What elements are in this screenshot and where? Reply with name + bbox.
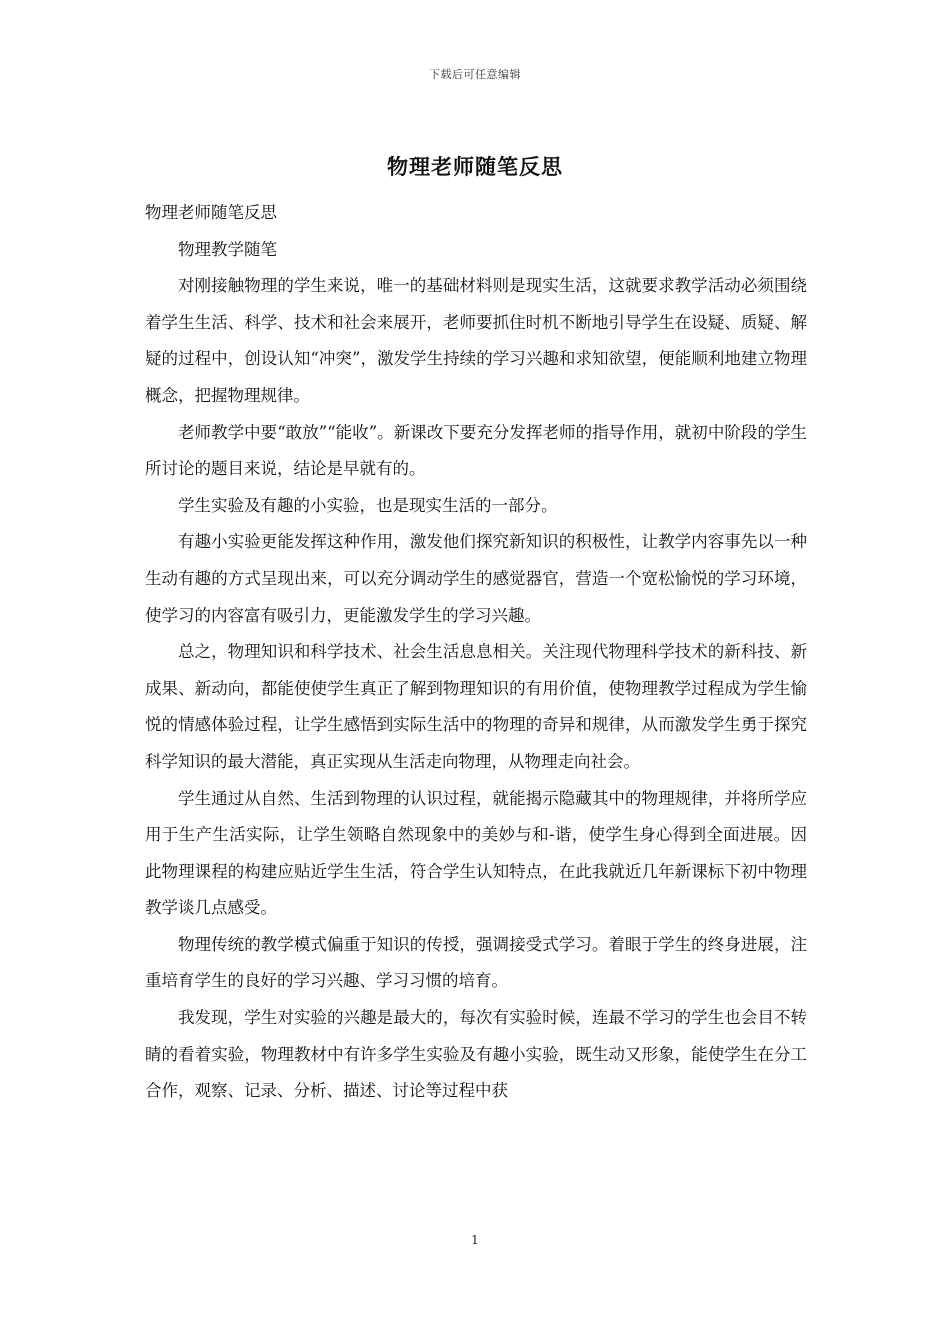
- paragraph-subtitle: 物理老师随笔反思: [145, 203, 277, 222]
- document-body: [145, 195, 807, 1110]
- paragraph: 学生实验及有趣的小实验，也是现实生活的一部分。: [178, 495, 558, 515]
- paragraph: 老师教学中要“敢放”“能收”。新课改下要充分发挥老师的指导作用，就初中阶段的学生所讨论的题目来说，结论是早就有的。: [145, 422, 807, 479]
- page-number: 1: [471, 1233, 479, 1247]
- paragraph: 总之，物理知识和科学技术、社会生活息息相关。关注现代物理科学技术的新科技、新成果、新动向，都能使使学生真正了解到物理知识的有用价值，使物理教学过程成为学生愉悦的情感体验过程，让学生感悟到实际生活中的物理的奇异和规律，从而激发学生勇于探究科学知识的最大潜能，真正实现从生活走向物理，从物理走向社会。: [145, 642, 807, 771]
- paragraph: 物理传统的教学模式偏重于知识的传授，强调接受式学习。着眼于学生的终身进展，注重培育学生的良好的学习兴趣、学习习惯的培育。: [145, 934, 807, 991]
- paragraph: 有趣小实验更能发挥这种作用，激发他们探究新知识的积极性，让教学内容事先以一种生动有趣的方式呈现出来，可以充分调动学生的感觉器官，营造一个宽松愉悦的学习环境，使学习的内容富有吸引力，更能激发学生的学习兴趣。: [145, 532, 807, 625]
- paragraph: 对刚接触物理的学生来说，唯一的基础材料则是现实生活，这就要求教学活动必须围绕着学生生活、科学、技术和社会来展开，老师要抓住时机不断地引导学生在设疑、质疑、解疑的过程中，创设认知“冲突”，激发学生持续的学习兴趣和求知欲望，便能顺利地建立物理概念，把握物理规律。: [145, 276, 807, 405]
- paragraph-section-heading: 物理教学随笔: [178, 239, 277, 259]
- document-title: 物理老师随笔反思: [387, 154, 563, 179]
- paragraph: 学生通过从自然、生活到物理的认识过程，就能揭示隐藏其中的物理规律，并将所学应用于生产生活实际，让学生领略自然现象中的美妙与和-谐，使学生身心得到全面进展。因此物理课程的构建应贴近学生生活，符合学生认知特点，在此我就近几年新课标下初中物理教学谈几点感受。: [145, 788, 807, 918]
- page-header-note: 下载后可任意编辑: [429, 68, 521, 81]
- paragraph: 我发现，学生对实验的兴趣是最大的，每次有实验时候，连最不学习的学生也会目不转睛的看着实验，物理教材中有许多学生实验及有趣小实验，既生动又形象，能使学生在分工合作，观察、记录、分析、描述、讨论等过程中获: [145, 1008, 807, 1101]
